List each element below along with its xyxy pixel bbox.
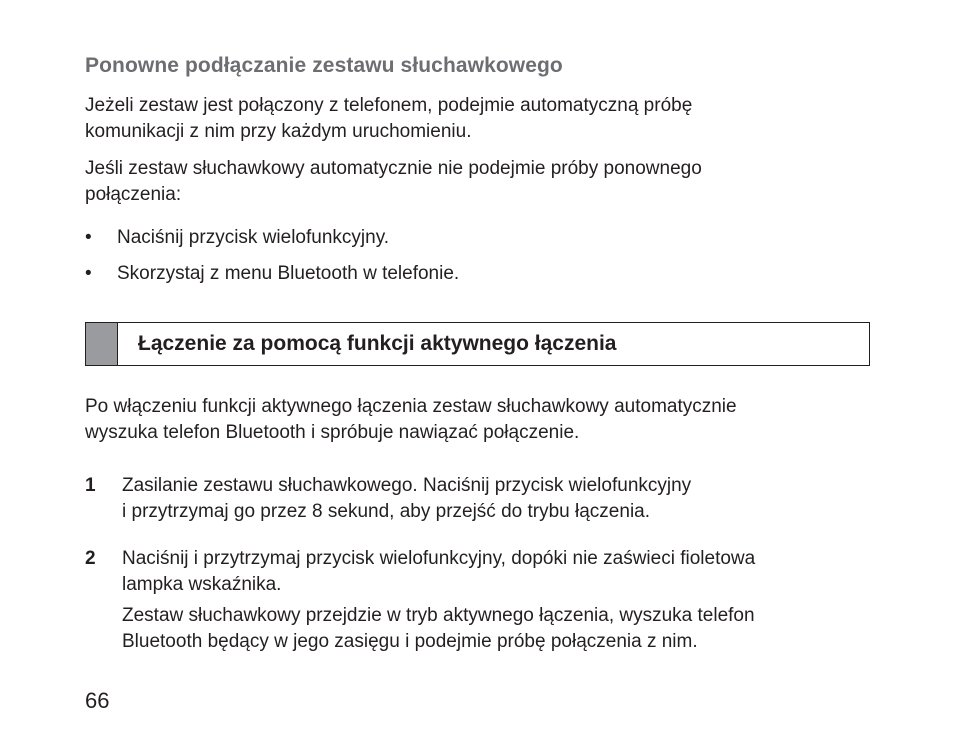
step-line: lampka wskaźnika. [122, 574, 282, 595]
step-2-note [122, 603, 755, 655]
step-text [122, 546, 755, 598]
reconnect-paragraph-1 [85, 93, 692, 145]
section-title: Łączenie za pomocą funkcji aktywnego łączenia [138, 332, 617, 355]
active-pairing-intro [85, 394, 737, 446]
step-line: Zasilanie zestawu słuchawkowego. Naciśnij przycisk wielofunkcyjny [122, 475, 692, 496]
reconnect-paragraph-2 [85, 156, 702, 208]
step-number: 2 [85, 548, 96, 569]
section-title-box [85, 322, 870, 366]
note-line: Bluetooth będący w jego zasięgu i podejmie próbę połączenia z nim. [122, 631, 698, 652]
paragraph-line: wyszuka telefon Bluetooth i spróbuje nawiązać połączenie. [85, 422, 580, 443]
step-text [122, 473, 691, 525]
bullet-dot-icon: • [85, 263, 92, 284]
note-line: Zestaw słuchawkowy przejdzie w tryb aktywnego łączenia, wyszuka telefon [122, 605, 755, 626]
step-number: 1 [85, 475, 96, 496]
paragraph-line: Jeśli zestaw słuchawkowy automatycznie nie podejmie próby ponownego [85, 158, 702, 179]
paragraph-line: komunikacji z nim przy każdym uruchomieniu. [85, 121, 472, 142]
page-number: 66 [85, 688, 110, 713]
section-marker [86, 323, 118, 365]
paragraph-line: połączenia: [85, 184, 182, 205]
reconnect-heading: Ponowne podłączanie zestawu słuchawkowego [85, 54, 563, 77]
step-line: i przytrzymaj go przez 8 sekund, aby przejść do trybu łączenia. [122, 501, 651, 522]
step-line: Naciśnij i przytrzymaj przycisk wielofunkcyjny, dopóki nie zaświeci fioletowa [122, 548, 756, 569]
paragraph-line: Po włączeniu funkcji aktywnego łączenia zestaw słuchawkowy automatycznie [85, 396, 737, 417]
bullet-text: Naciśnij przycisk wielofunkcyjny. [117, 227, 390, 248]
bullet-dot-icon: • [85, 227, 92, 248]
paragraph-line: Jeżeli zestaw jest połączony z telefonem, podejmie automatyczną próbę [85, 95, 693, 116]
bullet-text: Skorzystaj z menu Bluetooth w telefonie. [117, 263, 460, 284]
